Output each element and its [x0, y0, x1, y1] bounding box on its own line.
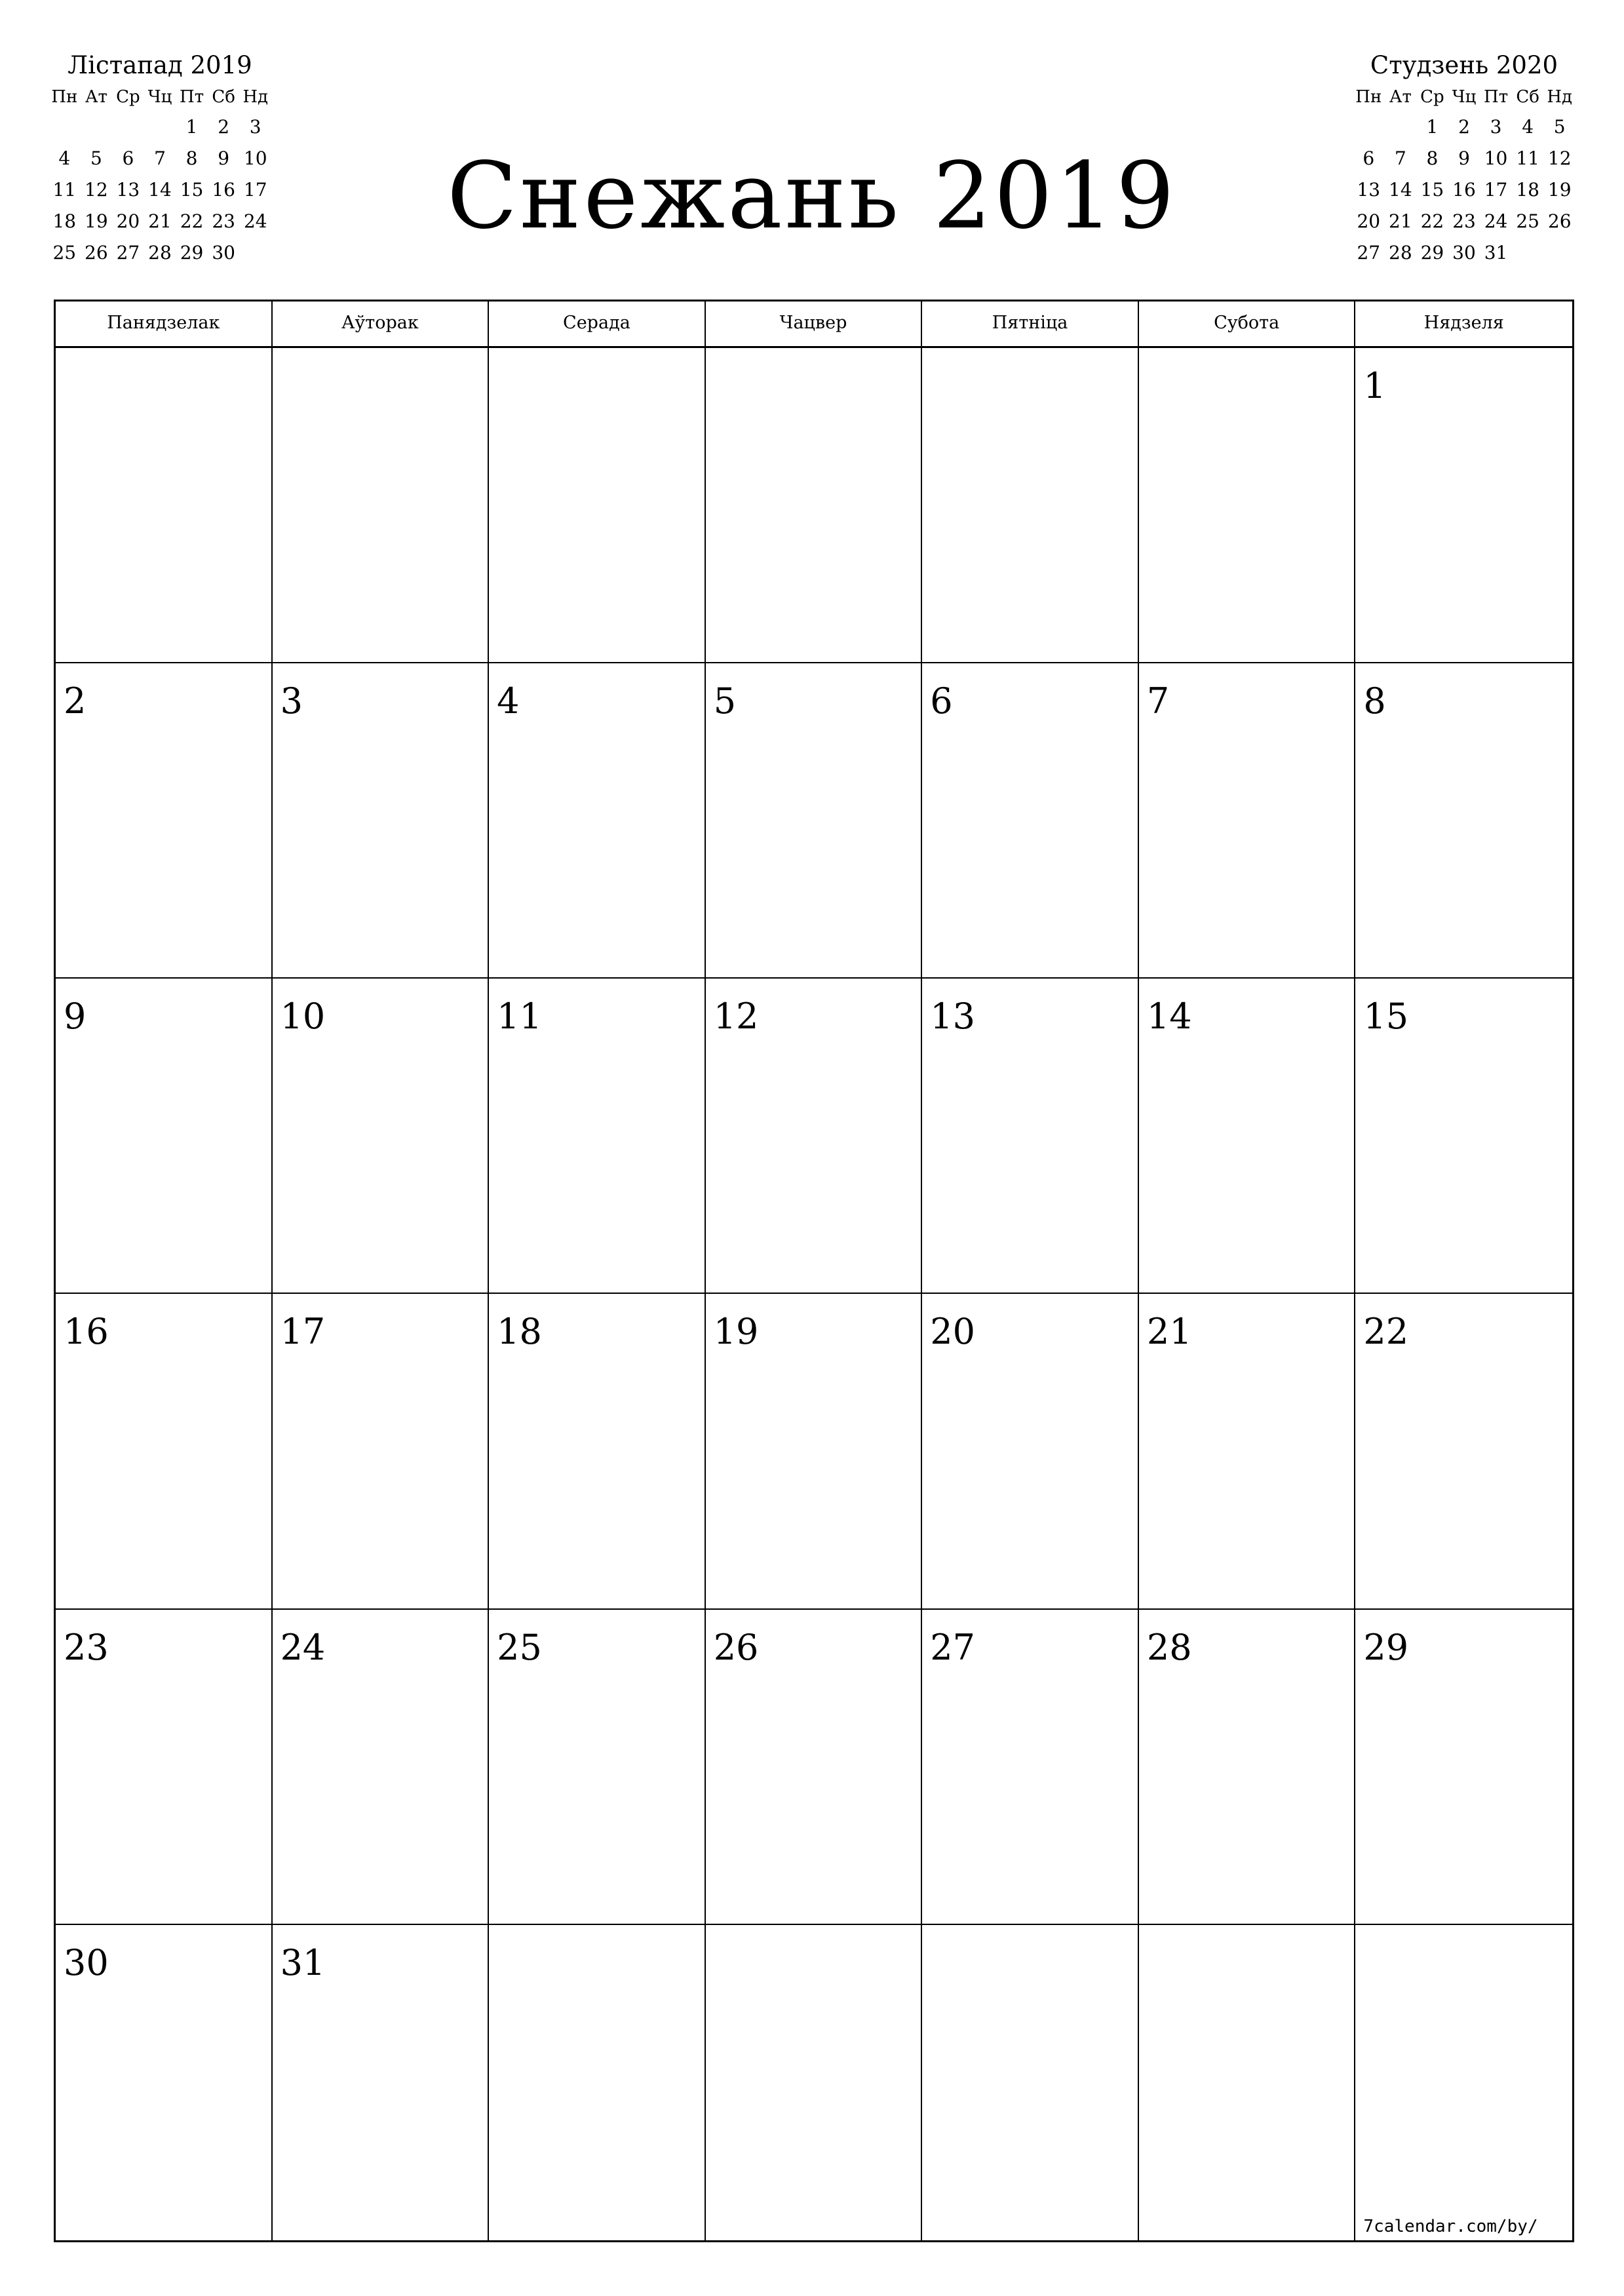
day-cell: [706, 1294, 923, 1609]
mini-day: 25: [52, 242, 77, 263]
weekday-header: Серада: [489, 302, 706, 348]
day-cell: [273, 1925, 490, 2240]
mini-day: 27: [116, 242, 140, 263]
day-cell: [1355, 348, 1572, 663]
day-cell: [1139, 1294, 1356, 1609]
mini-day: [81, 111, 113, 143]
mini-weekday-label: Ат: [1389, 87, 1412, 107]
day-cell: [1139, 1610, 1356, 1925]
mini-day: 2: [218, 116, 230, 138]
day-number: 1: [1363, 365, 1386, 406]
mini-day: [112, 111, 144, 143]
day-cell: [56, 979, 273, 1294]
mini-day: 19: [1547, 179, 1572, 201]
mini-day: 19: [85, 210, 108, 232]
mini-day: 24: [1484, 210, 1508, 232]
mini-day: 4: [1522, 116, 1534, 138]
day-cell: [1139, 663, 1356, 979]
mini-weekday-label: Ср: [1420, 87, 1444, 107]
page-title: Снежань 2019: [447, 143, 1177, 250]
mini-day: [144, 111, 176, 143]
day-number: 13: [930, 996, 975, 1038]
mini-day: 29: [180, 242, 204, 263]
mini-day: 1: [185, 116, 198, 138]
day-cell: [489, 348, 706, 663]
mini-day: 22: [1420, 210, 1444, 232]
mini-day: 28: [148, 242, 172, 263]
mini-day: 27: [1357, 242, 1381, 263]
mini-day: [112, 269, 144, 300]
day-number: 30: [64, 1941, 109, 1983]
day-number: 21: [1146, 1311, 1192, 1353]
day-number: 16: [64, 1311, 109, 1353]
day-number: 4: [497, 680, 520, 722]
mini-day: 7: [1394, 147, 1406, 169]
day-cell: [706, 1925, 923, 2240]
day-cell: [922, 663, 1139, 979]
mini-weekday-label: Пт: [180, 87, 204, 107]
mini-day: 21: [148, 210, 172, 232]
day-number: 24: [280, 1626, 326, 1668]
day-number: 23: [64, 1626, 109, 1668]
weekday-header: Панядзелак: [56, 302, 273, 348]
day-cell: [1355, 663, 1572, 979]
day-cell: [1139, 1925, 1356, 2240]
day-cell: [489, 979, 706, 1294]
mini-day: 20: [1357, 210, 1381, 232]
weekday-header: Субота: [1139, 302, 1356, 348]
mini-day: 6: [1363, 147, 1375, 169]
mini-day: 31: [1484, 242, 1508, 263]
mini-day: [208, 269, 240, 300]
day-number: 28: [1146, 1626, 1192, 1668]
mini-day: 15: [180, 179, 204, 201]
mini-day: 28: [1389, 242, 1412, 263]
mini-day: [144, 269, 176, 300]
day-cell: [1139, 348, 1356, 663]
mini-weekday-label: Пт: [1484, 87, 1509, 107]
day-cell: [273, 1294, 490, 1609]
mini-weekday-label: Пн: [51, 87, 78, 107]
day-cell: [922, 1925, 1139, 2240]
mini-day: 12: [1547, 147, 1572, 169]
mini-day: [176, 269, 208, 300]
mini-day: 6: [122, 147, 134, 169]
mini-day: 17: [1484, 179, 1508, 201]
weekday-header: Пятніца: [922, 302, 1139, 348]
mini-day: 18: [52, 210, 77, 232]
day-number: 14: [1146, 996, 1192, 1038]
mini-day: [1385, 111, 1417, 143]
mini-day: 24: [243, 210, 267, 232]
mini-day: 7: [154, 147, 166, 169]
day-cell: [706, 663, 923, 979]
mini-day: 3: [1490, 116, 1502, 138]
day-cell: [1355, 1925, 1572, 2240]
day-number: 7: [1146, 680, 1170, 722]
mini-day: 15: [1420, 179, 1444, 201]
day-number: 3: [280, 680, 303, 722]
mini-day: 26: [85, 242, 108, 263]
day-number: 5: [713, 680, 737, 722]
mini-day: 5: [1553, 116, 1566, 138]
weekday-header: Нядзеля: [1355, 302, 1572, 348]
mini-weekday-label: Пн: [1355, 87, 1382, 107]
mini-day: 23: [1452, 210, 1476, 232]
mini-weekday-label: Нд: [1547, 87, 1573, 107]
day-cell: [489, 1610, 706, 1925]
mini-day: 4: [58, 147, 71, 169]
mini-day: [239, 269, 271, 300]
mini-day: 1: [1426, 116, 1439, 138]
day-cell: [706, 979, 923, 1294]
weekday-header: Чацвер: [706, 302, 923, 348]
day-number: 8: [1363, 680, 1386, 722]
mini-day: 2: [1458, 116, 1470, 138]
day-cell: [922, 979, 1139, 1294]
mini-day: 11: [52, 179, 77, 201]
day-number: 20: [930, 1311, 975, 1353]
day-cell: [922, 1610, 1139, 1925]
day-cell: [56, 1294, 273, 1609]
day-cell: [1355, 1610, 1572, 1925]
day-number: 19: [713, 1311, 759, 1353]
day-cell: [1139, 979, 1356, 1294]
mini-day: 25: [1516, 210, 1539, 232]
mini-day: [1353, 111, 1385, 143]
mini-day: 5: [90, 147, 102, 169]
mini-weekday-label: Ат: [85, 87, 107, 107]
mini-day: 18: [1516, 179, 1539, 201]
mini-day: 20: [116, 210, 140, 232]
mini-day: 21: [1389, 210, 1412, 232]
day-number: 27: [930, 1626, 975, 1668]
mini-day: 9: [1458, 147, 1470, 169]
day-number: 12: [713, 996, 759, 1038]
mini-day: 16: [212, 179, 235, 201]
mini-day: 23: [212, 210, 235, 232]
day-cell: [489, 1925, 706, 2240]
day-number: 15: [1363, 996, 1409, 1038]
day-cell: [273, 348, 490, 663]
mini-day: 13: [1357, 179, 1381, 201]
mini-weekday-label: Ср: [116, 87, 140, 107]
day-cell: [1355, 1294, 1572, 1609]
mini-day: [81, 269, 113, 300]
mini-weekday-label: Чц: [147, 87, 172, 107]
mini-day: [48, 111, 81, 143]
day-number: 6: [930, 680, 953, 722]
mini-day: 10: [1484, 147, 1508, 169]
day-number: 25: [497, 1626, 542, 1668]
day-number: 17: [280, 1311, 326, 1353]
mini-day: 12: [85, 179, 108, 201]
day-cell: [1355, 979, 1572, 1294]
mini-day: 14: [1389, 179, 1412, 201]
day-number: 29: [1363, 1626, 1409, 1668]
day-number: 11: [497, 996, 542, 1038]
mini-day: 14: [148, 179, 172, 201]
day-number: 2: [64, 680, 87, 722]
day-cell: [273, 663, 490, 979]
day-number: 10: [280, 996, 326, 1038]
day-cell: [922, 1294, 1139, 1609]
day-cell: [56, 348, 273, 663]
day-cell: [706, 1610, 923, 1925]
mini-weekday-label: Чц: [1452, 87, 1477, 107]
day-number: 9: [64, 996, 87, 1038]
day-number: 22: [1363, 1311, 1409, 1353]
day-number: 18: [497, 1311, 542, 1353]
day-cell: [56, 1610, 273, 1925]
mini-day: [1353, 269, 1385, 300]
weekday-header: Аўторак: [273, 302, 490, 348]
mini-day: 3: [249, 116, 261, 138]
day-cell: [273, 979, 490, 1294]
mini-weekday-label: Сб: [212, 87, 235, 107]
day-cell: [706, 348, 923, 663]
mini-day: 11: [1516, 147, 1539, 169]
day-cell: [922, 348, 1139, 663]
day-cell: [273, 1610, 490, 1925]
day-cell: [489, 663, 706, 979]
mini-day: 8: [1426, 147, 1439, 169]
mini-day: 8: [185, 147, 198, 169]
day-cell: [56, 663, 273, 979]
mini-calendar-title: Лістапад 2019: [68, 51, 252, 79]
mini-day: 30: [1452, 242, 1476, 263]
mini-day: 13: [116, 179, 140, 201]
day-number: 31: [280, 1941, 326, 1983]
mini-day: 26: [1547, 210, 1572, 232]
mini-weekday-label: Сб: [1516, 87, 1539, 107]
mini-weekday-label: Нд: [242, 87, 269, 107]
mini-calendar-title: Студзень 2020: [1370, 51, 1558, 79]
day-number: 26: [713, 1626, 759, 1668]
mini-day: [48, 269, 81, 300]
day-cell: [56, 1925, 273, 2240]
month-grid: [54, 300, 1574, 2242]
mini-day: 10: [243, 147, 267, 169]
mini-day: 9: [218, 147, 230, 169]
mini-day: 16: [1452, 179, 1476, 201]
footer-url: 7calendar.com/by/: [1363, 2216, 1538, 2236]
day-cell: [489, 1294, 706, 1609]
mini-day: 22: [180, 210, 204, 232]
mini-day: 17: [243, 179, 267, 201]
mini-day: 29: [1420, 242, 1444, 263]
mini-day: 30: [212, 242, 235, 263]
